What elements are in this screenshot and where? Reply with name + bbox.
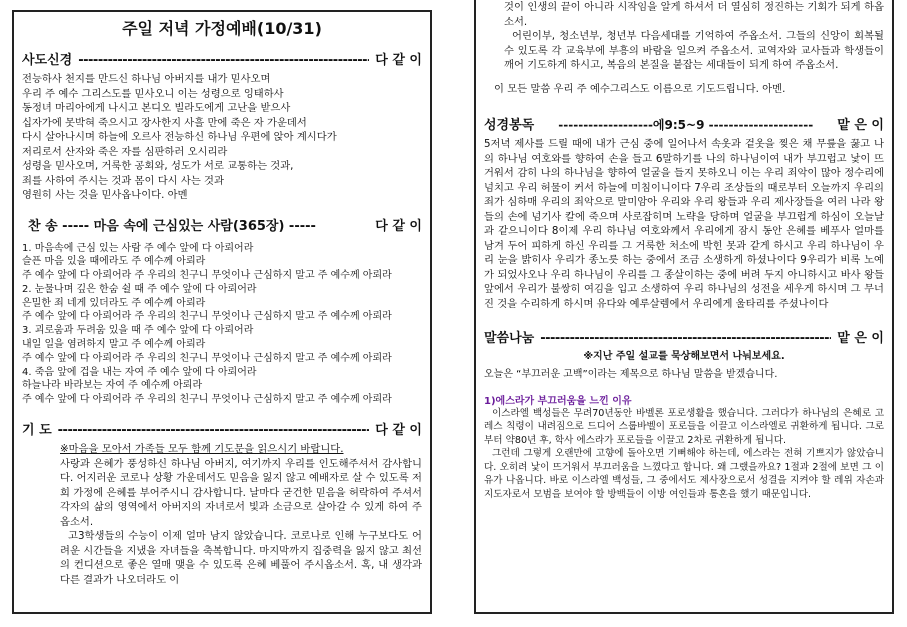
creed-line: 저리로서 산자와 죽은 자를 심판하러 오시리라 [22, 145, 228, 158]
prayer-closing: 이 모든 말씀 우리 주 예수그리스도 이름으로 기도드립니다. 아멘. [494, 82, 786, 95]
prayer-header [22, 419, 422, 438]
hymn-line: 하늘나라 바라보는 자여 주 예수께 아뢰라 [22, 380, 203, 392]
creed-text [22, 72, 422, 203]
hymn-label: 찬 송 ----- 마음 속에 근심있는 사람(365장) ----- [28, 218, 316, 234]
creed-line: 전능하사 천지를 만드신 하나님 아버지를 내가 믿사오며 [22, 73, 271, 85]
prayer-paragraph: 것이 인생의 끝이 아니라 시작임을 알게 하셔서 더 열심히 정진하는 기회가 되게 하옵소서. [504, 1, 884, 28]
sermon-header [484, 327, 884, 346]
prayer-continued [484, 0, 884, 96]
scripture-text: 5저녁 제사를 드릴 때에 내가 근심 중에 일어나서 속옷과 겉옷을 찢은 채 무릎을 꿇고 나의 하나님 여호와를 향하여 손을 들고 6말하기를 나의 하나님이여 내가 부끄럽고 낯이 뜨거워서 감히 나의 하나님을 향하여 얼굴을 들지 못하오니 이는 우리 죄악이 많아 정수리에 넘치고 우리 허물이 커서 하늘에 미침이니이다 7우리 조상들의 때로부터 오늘까지 우리의 죄가 심하매 우리의 죄악으로 말미암아 우리와 우리 왕들과 우리 제사장들을 여러 나라 왕들의 손에 넘기사 칼에 죽으며 사로잡히며 노략을 당하며 얼굴을 부끄럽게 하심이 오늘날과 같으니이다 8이제 우리 하나님 여호와께서 우리에게 잠시 동안 은혜를 베푸사 얼마를 남겨 두어 피하게 하신 우리를 그 거룩한 처소에 박힌 못과 같게 하시고 우리 하나님이 우리 눈을 밝히사 우리가 종노릇 하는 중에서 조금 소생하게 하셨나이다 9우리가 비록 노예가 되었사오나 우리 하나님이 우리를 그 종살이하는 중에 버려 두지 아니하시고 바사 왕들 앞에서 우리가 불쌍히 여김을 입고 소생하여 우리 하나님의 성전을 세우게 하시며 그 무너진 것을 수리하게 하시며 유다와 예루살렘에서 우리에게 울타리를 주셨나이다 [484, 138, 885, 310]
creed-line: 성령을 믿사오며, 거룩한 공회와, 성도가 서로 교통하는 것과, [22, 160, 294, 172]
hymn-section [22, 215, 422, 408]
scripture-reader: 맡 은 이 [837, 118, 884, 133]
scripture-reference: -------------------에9:5~9 --------------------- [558, 118, 814, 132]
creed-line: 우리 주 예수 그리스도를 믿사오니 이는 성령으로 잉태하사 [22, 87, 284, 100]
creed-header [22, 49, 422, 68]
hymn-line: 1. 마음속에 근심 있는 사람 주 예수 앞에 다 아뢰어라 [22, 242, 254, 254]
prayer-paragraph: 사랑과 은혜가 풍성하신 하나님 아버지, 여기까지 우리를 인도해주셔서 감사합니다. 어지러운 코로나 상황 가운데서도 믿음을 잃지 않고 예배자로 살 수 있도록 저희 가정에 은혜를 부어주시니 감사합니다. 날마다 굳건한 믿음을 허락하여 주셔서 각자의 삶의 영역에서 아버지의 자녀로서 빛과 소금으로 살아갈 수 있게 하여 주옵소서. [60, 457, 422, 528]
creed-line: 동정녀 마리아에게 나시고 본디오 빌라도에게 고난을 받으사 [22, 102, 291, 114]
hymn-line: 슬픈 마음 있을 때에라도 주 예수께 아뢰라 [22, 256, 206, 268]
prayer-label: 기 도 [22, 423, 52, 439]
scripture-header [484, 114, 884, 133]
hymn-line: 4. 죽음 앞에 겁을 내는 자여 주 예수 앞에 다 아뢰어라 [22, 366, 257, 378]
creed-line: 영원히 사는 것을 믿사옵나이다. 아멘 [22, 189, 188, 201]
creed-label: 사도신경 [22, 53, 73, 68]
hymn-line: 주 예수 앞에 다 아뢰어라 주 우리의 친구니 무엇이나 근심하지 말고 주 예수께 아뢰라 [22, 352, 392, 364]
hymn-leader: 다 같 이 [375, 218, 422, 234]
sermon-intro: 오늘은 “부끄러운 고백”이라는 제목으로 하나님 말씀을 받겠습니다. [484, 369, 778, 380]
hymn-line: 은밀한 죄 네게 있더라도 주 예수께 아뢰라 [22, 297, 206, 309]
right-page [474, 0, 894, 614]
sermon-section [484, 327, 884, 501]
scripture-label: 성경봉독 [484, 118, 535, 133]
sermon-paragraph: 이스라엘 백성들은 무려70년동안 바벨론 포로생활을 했습니다. 그러다가 하나님의 은혜로 고레스 칙령이 내려짐으로 드디어 스룹바벨이 포로들을 이끌고 이스라엘로 귀환하게 됩니다. 그로부터 약80년 후, 학사 에스라가 포로들을 이끌고 2차로 귀환하게 됩니다. [484, 407, 884, 446]
hymn-lyrics [22, 242, 422, 408]
prayer-paragraph: 어린이부, 청소년부, 청년부 다음세대를 기억하여 주옵소서. 그들의 신앙이 회복될 수 있도록 각 교육부에 부흥의 바람을 일으켜 주옵소서. 교역자와 교사들과 학생들이 깨어 기도하게 하시고, 복음의 본질을 붙잡는 세대들이 되게 하여 주옵소서. [504, 30, 884, 71]
hymn-line: 2. 눈물나며 깊은 한숨 쉴 때 주 예수 앞에 다 아뢰어라 [22, 283, 257, 295]
hymn-line: 주 예수 앞에 다 아뢰어라 주 우리의 친구니 무엇이나 근심하지 말고 주 예수께 아뢰라 [22, 270, 392, 282]
prayer-section [22, 419, 422, 587]
sermon-label: 말씀나눔 [484, 331, 535, 346]
hymn-line: 주 예수 앞에 다 아뢰어라 주 우리의 친구니 무엇이나 근심하지 말고 주 예수께 아뢰라 [22, 311, 392, 323]
hymn-header [22, 215, 422, 234]
creed-leader: 다 같 이 [375, 53, 422, 68]
creed-line: 십자가에 못박혀 죽으시고 장사한지 사흘 만에 죽은 자 가운데서 [22, 116, 307, 129]
hymn-line: 3. 괴로움과 두려움 있을 때 주 예수 앞에 다 아뢰어라 [22, 325, 254, 337]
creed-line: 다시 살아나시며 하늘에 오르사 전능하신 하나님 우편에 앉아 계시다가 [22, 131, 337, 143]
left-page [12, 10, 432, 614]
creed-section [22, 49, 422, 203]
sermon-leader: 맡 은 이 [837, 331, 884, 346]
prayer-note: ※마음을 모아서 가족들 모두 함께 기도문을 읽으시기 바랍니다. [60, 443, 344, 456]
creed-line: 죄를 사하여 주시는 것과 몸이 다시 사는 것과 [22, 174, 224, 187]
hymn-line: 주 예수 앞에 다 아뢰어라 주 우리의 친구니 무엇이나 근심하지 말고 주 예수께 아뢰라 [22, 394, 392, 406]
sermon-point-title: 1)에스라가 부끄러움을 느낀 이유 [484, 395, 632, 407]
scripture-section [484, 114, 884, 311]
sermon-instruction: ※지난 주일 설교를 묵상해보면서 나눠보세요. [583, 351, 785, 362]
page-title: 주일 저녁 가정예배(10/31) [122, 19, 322, 38]
sermon-paragraph: 그런데 그렇게 오랜만에 고향에 돌아오면 기뻐해야 하는데, 에스라는 전혀 기쁘지가 않았습니다. 오히려 낯이 뜨거워서 부끄러움을 느꼈다고 합니다. 왜 그랬을까요? 1절과 2절에 보면 그 이유가 나옵니다. 바로 이스라엘 백성들, 그 중에서도 제사장으로서 성결을 지켜야 할 레위 자손과 지도자로서 모범을 보여야 할 방백들이 이방 여인들과 통혼을 했기 때문입니다. [484, 448, 884, 500]
hymn-line: 내일 일을 염려하지 말고 주 예수께 아뢰라 [22, 339, 206, 351]
prayer-leader: 다 같 이 [375, 423, 422, 439]
prayer-paragraph: 고3학생들의 수능이 이제 얼마 남지 않았습니다. 코로나로 인해 누구보다도 어려운 시간들을 지냈을 자녀들을 축복합니다. 마지막까지 집중력을 잃지 않고 최선의 컨디션으로 좋은 열매 맺을 수 있도록 은혜 베풀어 주시옵소서. 혹, 내 생각과 다른 결과가 나오더라도 이 [60, 530, 422, 586]
